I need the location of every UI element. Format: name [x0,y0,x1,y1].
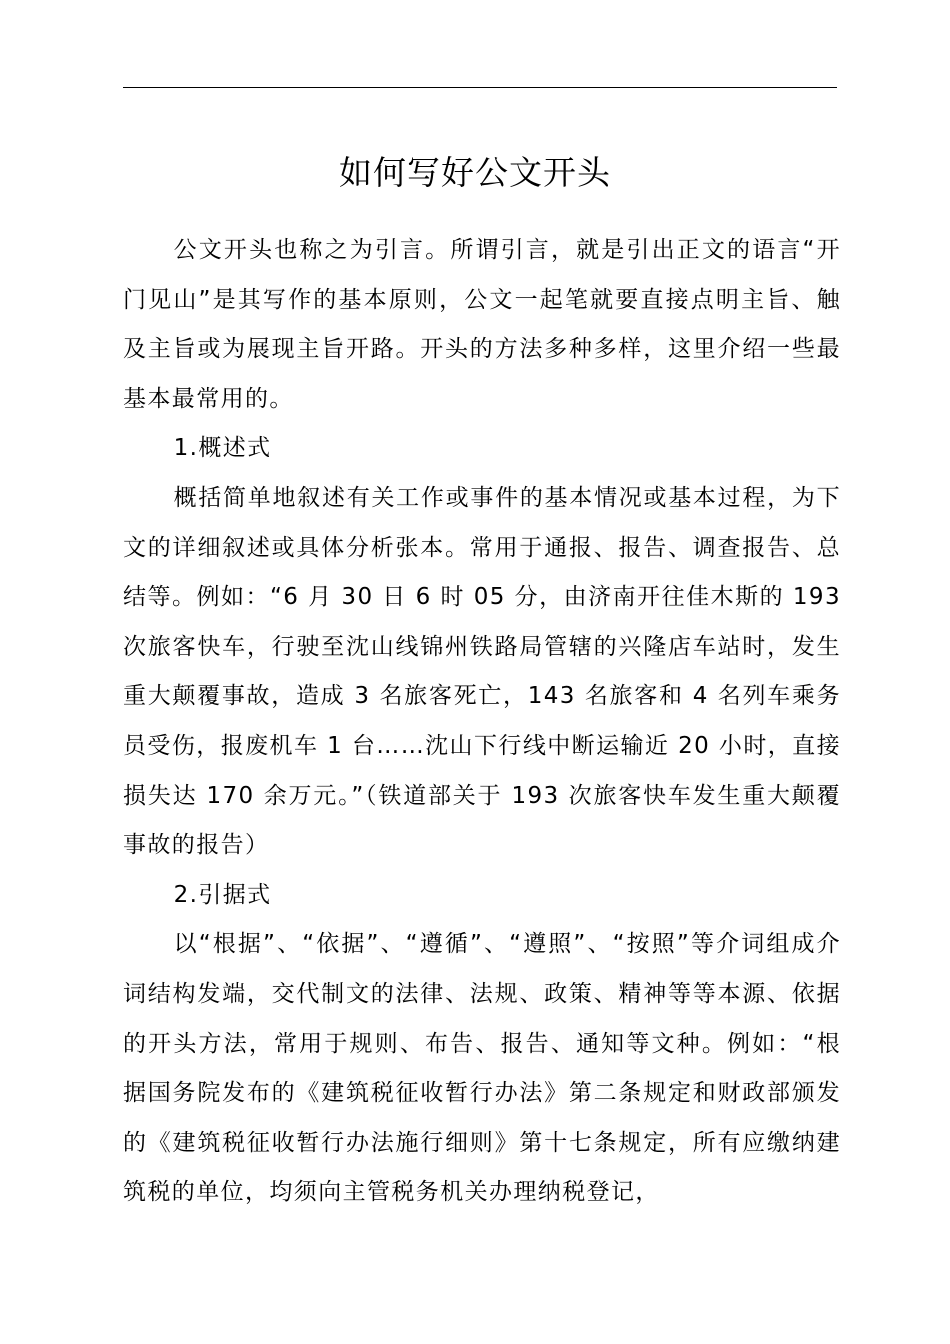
section-heading-citation: 2.引据式 [173,881,272,908]
document-title: 如何写好公文开头 [339,153,611,192]
section-heading-summary: 1.概述式 [173,435,272,462]
intro-paragraph: 公文开头也称之为引言。所谓引言，就是引出正文的语言“开门见山”是其写作的基本原则，公文一起笔就要直接点明主旨、触及主旨或为展现主旨开路。开头的方法多种多样，这里介绍一些最基本最常用的。 [123,237,841,412]
section-body-citation: 以“根据”、“依据”、“遵循”、“遵照”、“按照”等介词组成介词结构发端，交代制文的法律、法规、政策、精神等等本源、依据的开头方法，常用于规则、布告、报告、通知等文种。例如：“根据国务院发布的《建筑税征收暂行办法》第二条规定和财政部颁发的《建筑税征收暂行办法施行细则》第十七条规定，所有应缴纳建筑税的单位，均须向主管税务机关办理纳税登记， [123,931,841,1206]
section-body-summary: 概括简单地叙述有关工作或事件的基本情况或基本过程，为下文的详细叙述或具体分析张本。常用于通报、报告、调查报告、总结等。例如：“6 月 30 日 6 时 05 分，由济南开往佳木斯的 193 次旅客快车，行驶至沈山线锦州铁路局管辖的兴隆店车站时，发生重大颠覆事故，造成 3 名旅客死亡，143 名旅客和 4 名列车乘务员受伤，报废机车 1 台……沈山下行线中断运输近 20 小时，直接损失达 170 余万元。”（铁道部关于 193 次旅客快车发生重大颠覆事故的报告） [123,484,841,859]
document-body [123,226,841,1218]
header-rule [123,87,837,88]
